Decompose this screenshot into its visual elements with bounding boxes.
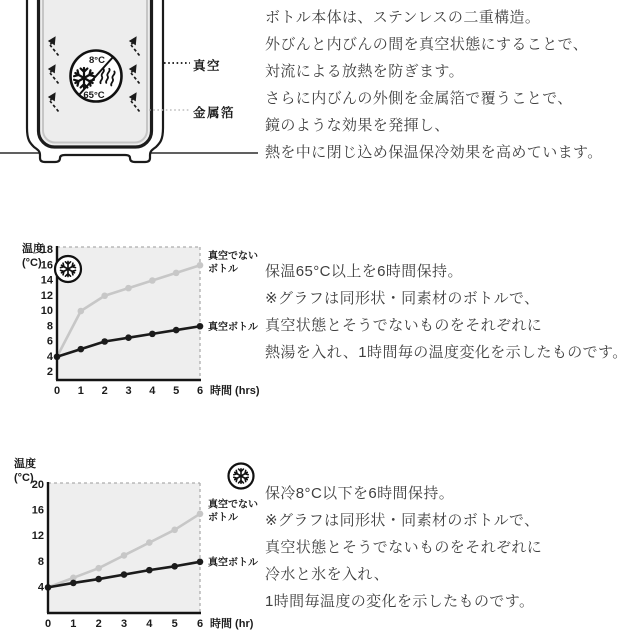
y-tick-label: 16 (31, 504, 44, 517)
y-axis-title: (°C) (14, 472, 34, 484)
legend-label: ボトル (208, 263, 238, 275)
data-point (146, 539, 153, 546)
text-line: さらに内びんの外側を金属箔で覆うことで、 (265, 90, 573, 107)
data-point (95, 565, 102, 572)
data-point (121, 571, 128, 578)
y-axis-title: 温度 (22, 243, 44, 255)
data-point (125, 334, 132, 341)
text-line: 真空状態とそうでないものをそれぞれに (265, 317, 543, 334)
y-tick-label: 2 (46, 366, 53, 378)
y-tick-label: 8 (37, 555, 44, 568)
y-tick-label: 4 (46, 350, 53, 363)
data-point (149, 331, 156, 338)
x-axis-title: 時間 (hrs) (210, 385, 260, 397)
data-point (197, 511, 204, 518)
text-line: 外びんと内びんの間を真空状態にすることで、 (265, 36, 589, 53)
text-line: 1時間毎温度の変化を示したものです。 (265, 593, 535, 610)
text-line: ※グラフは同形状・同素材のボトルで、 (265, 512, 540, 529)
data-point (149, 277, 156, 284)
bottle-diagram (0, 0, 260, 175)
x-tick-label: 5 (173, 385, 180, 397)
chart-cold (0, 450, 262, 636)
text-line: 熱湯を入れ、1時間毎の温度変化を示したものです。 (265, 344, 628, 361)
data-point (173, 327, 180, 334)
structure-description (265, 4, 603, 166)
data-point (121, 552, 128, 559)
data-point (173, 270, 180, 277)
x-tick-label: 0 (53, 385, 61, 397)
data-point (197, 559, 204, 566)
data-point (101, 292, 108, 299)
data-point (125, 285, 132, 292)
legend-label: ボトル (208, 512, 238, 524)
x-tick-label: 3 (125, 385, 132, 397)
data-point (171, 527, 178, 534)
data-point (171, 563, 178, 570)
x-tick-label: 2 (101, 385, 108, 397)
chart-heat (0, 236, 262, 404)
text-line: 対流による放熱を防ぎます。 (265, 63, 465, 80)
text-line: ※グラフは同形状・同素材のボトルで、 (265, 290, 540, 307)
legend-label: 真空ボトル (208, 321, 258, 333)
x-tick-label: 6 (196, 385, 204, 397)
data-point (101, 338, 108, 345)
data-point (95, 576, 102, 583)
data-point (197, 262, 204, 269)
data-point (197, 323, 204, 330)
x-tick-label: 0 (44, 618, 52, 630)
x-tick-label: 5 (171, 618, 178, 630)
x-tick-label: 3 (120, 618, 128, 630)
text-line: 冷水と氷を入れ、 (265, 566, 390, 583)
badge-cold-temp: 8°C (89, 55, 105, 66)
x-tick-label: 4 (149, 385, 156, 397)
y-tick-label: 6 (46, 335, 53, 348)
text-line: 保冷8°C以下を6時間保持。 (265, 485, 455, 502)
badge-hot-temp: 65°C (83, 90, 105, 101)
data-point (146, 567, 153, 574)
y-tick-label: 8 (46, 320, 53, 333)
y-tick-label: 12 (40, 289, 53, 302)
legend-label: 真空でない (208, 250, 258, 262)
vacuum-label: 真空 (193, 59, 222, 73)
data-point (70, 580, 77, 587)
x-tick-label: 4 (146, 618, 153, 630)
y-tick-label: 20 (31, 479, 44, 491)
x-tick-label: 2 (95, 618, 102, 630)
x-axis-title: 時間 (hr) (210, 618, 254, 630)
cold-description (265, 480, 542, 615)
metal-foil-label: 金属箔 (193, 106, 236, 120)
text-line: 鏡のような効果を発揮し、 (265, 117, 450, 134)
y-tick-label: 12 (31, 530, 44, 543)
y-tick-label: 14 (40, 274, 53, 287)
y-tick-label: 18 (40, 244, 53, 256)
text-line: 保温65°C以上を6時間保持。 (265, 263, 463, 280)
legend-label: 真空でない (208, 499, 258, 511)
heat-description (265, 258, 628, 366)
legend-label: 真空ボトル (208, 557, 258, 569)
y-axis-title: (°C) (22, 257, 42, 269)
x-tick-label: 1 (77, 385, 84, 397)
y-axis-title: 温度 (14, 458, 36, 470)
data-point (78, 308, 85, 315)
text-line: ボトル本体は、ステンレスの二重構造。 (265, 9, 541, 26)
plot-area (48, 483, 200, 613)
x-tick-label: 1 (70, 618, 77, 630)
x-tick-label: 6 (196, 618, 204, 630)
y-tick-label: 4 (37, 581, 44, 594)
data-point (78, 346, 85, 353)
y-tick-label: 16 (40, 259, 53, 272)
text-line: 熱を中に閉じ込め保温保冷効果を高めています。 (265, 144, 603, 161)
text-line: 真空状態とそうでないものをそれぞれに (265, 539, 543, 556)
y-tick-label: 10 (40, 305, 53, 317)
